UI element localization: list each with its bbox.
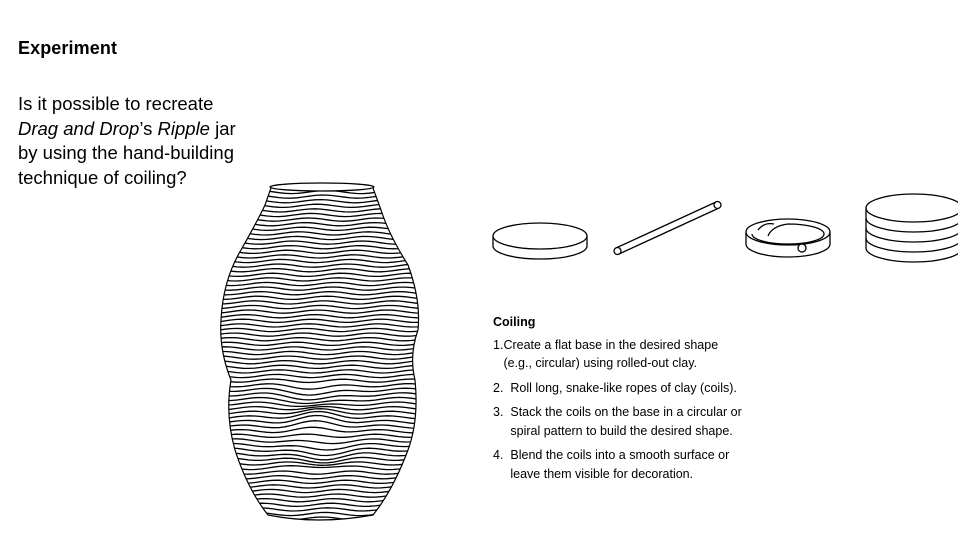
step-number: 2.	[493, 380, 511, 395]
jar-contour-line	[213, 434, 423, 437]
jar-contour-line	[213, 427, 423, 433]
jar-contour-line	[213, 384, 423, 390]
question-line-3: by using the hand-building	[18, 142, 234, 163]
jar-contour-line	[213, 499, 423, 502]
list-item	[493, 336, 743, 373]
jar-contour-line	[213, 204, 423, 207]
jar-contour-line	[213, 342, 423, 345]
jar-contour-line	[213, 315, 423, 318]
list-item	[493, 379, 743, 398]
jar-contour-line	[213, 255, 423, 258]
jar-contour-line	[213, 250, 423, 253]
coiling-instructions	[493, 313, 743, 489]
jar-contour-line	[213, 269, 423, 272]
jar-contour-line	[213, 453, 423, 460]
coiling-title: Coiling	[493, 315, 536, 329]
question-possessive: ’s	[139, 117, 158, 139]
jar-contour-line	[213, 356, 423, 359]
step-number: 3.	[493, 405, 511, 419]
jar-contour-line	[213, 292, 423, 295]
jar-contour-line	[213, 324, 423, 327]
step-text: Create a flat base in the desired shape (e.g., circular) using rolled-out clay.	[503, 337, 719, 370]
jar-contour-line	[213, 282, 423, 285]
jar-contour-line	[213, 347, 423, 350]
jar-contour-line	[213, 218, 423, 221]
jar-contour-line	[213, 508, 423, 511]
jar-contour-line	[213, 370, 423, 373]
question-line-1: Is it possible to recreate	[18, 93, 214, 114]
jar-contour-line	[213, 512, 423, 515]
jar-contour-line	[213, 200, 423, 203]
jar-contour-line	[213, 379, 423, 383]
jar-contour-line	[213, 246, 423, 249]
rope-icon	[614, 202, 721, 255]
jar-contour-line	[213, 489, 423, 492]
jar-contour-line	[213, 227, 423, 230]
list-item	[493, 403, 743, 440]
question-italic-title: Drag and Drop	[18, 117, 140, 139]
jar-contour-line	[213, 209, 423, 212]
jar-contour-line	[213, 503, 423, 506]
jar-contour-line	[213, 287, 423, 290]
jar-contour-line	[213, 361, 423, 364]
step-text: Blend the coils into a smooth surface or leave them visible for decoration.	[510, 448, 730, 481]
list-item	[493, 446, 743, 483]
jar-contour-line	[213, 319, 423, 322]
jar-contour-line	[213, 278, 423, 281]
step-number: 4.	[493, 448, 511, 462]
question-jar-word: jar	[209, 117, 236, 139]
question-line-4: technique of coiling?	[18, 166, 187, 188]
jar-contour-line	[213, 374, 423, 377]
jar-contour-line	[213, 195, 423, 198]
jar-contour-line	[213, 338, 423, 341]
jar-contour-line	[213, 301, 423, 304]
jar-contour-line	[213, 365, 423, 368]
jar-contour-line	[213, 480, 423, 483]
research-question	[18, 92, 258, 190]
flat-disc-icon	[493, 223, 587, 259]
coiling-process-diagrams	[488, 190, 958, 270]
jar-contour-line	[213, 259, 423, 262]
jar-contour-line	[213, 305, 423, 308]
step-number: 1.	[493, 337, 504, 352]
jar-contour-line	[213, 296, 423, 299]
jar-contour-line	[213, 466, 423, 470]
jar-contour-line	[213, 351, 423, 354]
jar-contour-line	[213, 264, 423, 267]
ripple-jar-illustration	[213, 180, 423, 525]
jar-contour-line	[213, 223, 423, 226]
jar-contour-line	[213, 333, 423, 336]
step-text: Roll long, snake-like ropes of clay (coils).	[510, 380, 737, 395]
jar-contour-line	[213, 213, 423, 216]
jar-contour-line	[213, 439, 423, 444]
jar-contour-line	[213, 328, 423, 331]
jar-contour-line	[213, 310, 423, 313]
spiral-coil-icon	[746, 219, 830, 257]
page-title: Experiment	[18, 38, 118, 58]
step-text: Stack the coils on the base in a circular or spiral pattern to build the desired shape.	[510, 405, 742, 438]
jar-contour-line	[213, 494, 423, 497]
jar-contour-line	[213, 273, 423, 276]
jar-contour-line	[213, 416, 423, 424]
question-italic-jar: Ripple	[157, 117, 210, 139]
stacked-coils-icon	[866, 194, 958, 262]
